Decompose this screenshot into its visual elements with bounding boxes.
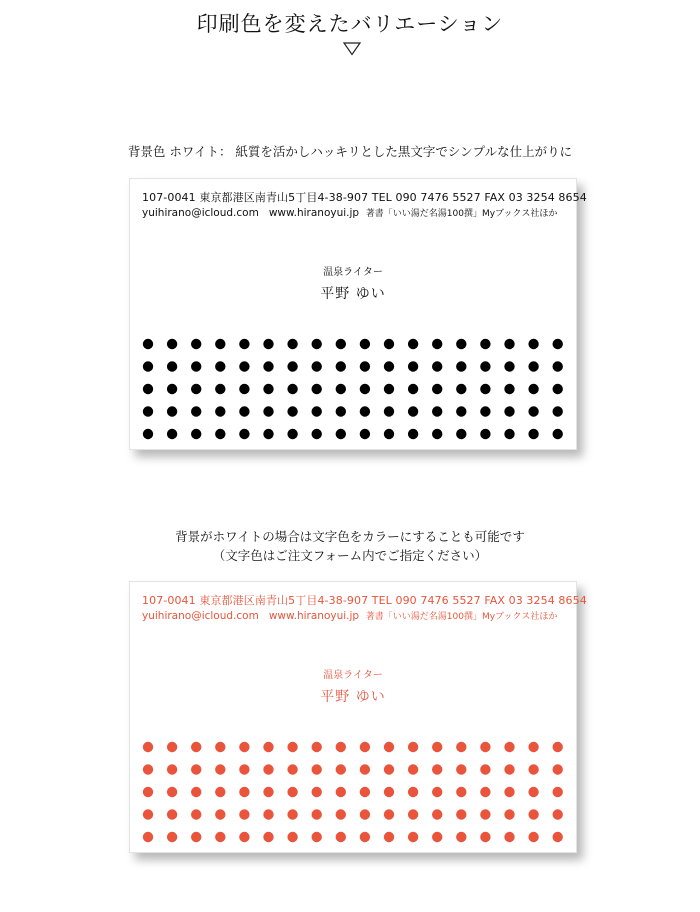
dot (528, 764, 538, 774)
dot (167, 384, 177, 394)
dot (167, 832, 177, 842)
dot (360, 339, 370, 349)
dot (432, 406, 442, 416)
dot (287, 339, 297, 349)
dot (553, 832, 563, 842)
dot (480, 809, 490, 819)
dot (312, 764, 322, 774)
dot (504, 742, 514, 752)
dot (432, 764, 442, 774)
dot (215, 384, 225, 394)
dot (287, 406, 297, 416)
dot (287, 429, 297, 439)
dot (239, 361, 249, 371)
dot (384, 361, 394, 371)
dot (191, 384, 201, 394)
variation-2-caption-line-1: 背景がホワイトの場合は文字色をカラーにすることも可能です (175, 529, 525, 544)
dot (384, 764, 394, 774)
dot (215, 406, 225, 416)
dot (384, 384, 394, 394)
dot (263, 832, 273, 842)
card-role: 温泉ライター (323, 267, 383, 278)
dot (504, 384, 514, 394)
dot (215, 787, 225, 797)
dot (239, 832, 249, 842)
dot (143, 406, 153, 416)
card-email: yuihirano@icloud.com (142, 610, 259, 622)
dot (553, 742, 563, 752)
dot (456, 361, 466, 371)
dot (384, 339, 394, 349)
dot (287, 787, 297, 797)
dot (143, 832, 153, 842)
down-triangle-icon (343, 42, 361, 56)
dot (408, 406, 418, 416)
dot (336, 384, 346, 394)
dot (504, 764, 514, 774)
dot (287, 742, 297, 752)
dot (528, 361, 538, 371)
dot (528, 832, 538, 842)
dot (143, 787, 153, 797)
dot (408, 787, 418, 797)
dot (263, 339, 273, 349)
dot (504, 339, 514, 349)
dot (553, 339, 563, 349)
dot (287, 361, 297, 371)
dot (239, 406, 249, 416)
dot (456, 339, 466, 349)
card-name: 平野 ゆい (320, 286, 386, 302)
dot (408, 384, 418, 394)
dot (167, 406, 177, 416)
dot (191, 429, 201, 439)
dot (167, 809, 177, 819)
card-address-line: 107-0041 東京都港区南青山5丁目4-38-907 TEL 090 7476 5527 FAX 03 3254 8654 (142, 594, 587, 607)
variation-2-caption (0, 527, 700, 565)
dot (456, 406, 466, 416)
variation-1-caption: 背景色 ホワイト： 紙質を活かしハッキリとした黒文字でシンプルな仕上がりに (127, 144, 573, 159)
dot (480, 339, 490, 349)
dot (456, 787, 466, 797)
business-card-white-orange (129, 581, 587, 853)
dot (167, 764, 177, 774)
dot (336, 787, 346, 797)
dot (432, 339, 442, 349)
dot (143, 429, 153, 439)
dot (191, 832, 201, 842)
dot (360, 429, 370, 439)
dot (384, 809, 394, 819)
dot (408, 742, 418, 752)
dot (312, 809, 322, 819)
page-title: 印刷色を変えたバリエーション (196, 12, 504, 36)
dot (191, 764, 201, 774)
dot (456, 384, 466, 394)
dot (263, 809, 273, 819)
dot (143, 339, 153, 349)
card-address-line: 107-0041 東京都港区南青山5丁目4-38-907 TEL 090 7476 5527 FAX 03 3254 8654 (142, 191, 587, 204)
dot (167, 787, 177, 797)
dot (432, 361, 442, 371)
dot (504, 787, 514, 797)
dot (287, 384, 297, 394)
dot (191, 742, 201, 752)
dot (215, 339, 225, 349)
dot (215, 832, 225, 842)
dot (408, 832, 418, 842)
dot (384, 406, 394, 416)
dot (336, 429, 346, 439)
dot-pattern (130, 582, 576, 852)
dot (143, 742, 153, 752)
dot (504, 832, 514, 842)
dot (215, 429, 225, 439)
dot (480, 832, 490, 842)
dot (504, 361, 514, 371)
dot (312, 832, 322, 842)
dot (239, 764, 249, 774)
dot (360, 764, 370, 774)
dot (312, 406, 322, 416)
card-contact-line (142, 206, 557, 219)
dot (287, 764, 297, 774)
dot (480, 764, 490, 774)
dot (143, 764, 153, 774)
card-email: yuihirano@icloud.com (142, 207, 259, 219)
dot (263, 384, 273, 394)
dot (528, 742, 538, 752)
dot (263, 742, 273, 752)
dot (408, 764, 418, 774)
dot (408, 809, 418, 819)
dot (336, 361, 346, 371)
card-books: 著書「いい湯だ名湯100撰」Myブックス社ほか (365, 209, 558, 219)
dot (336, 832, 346, 842)
dot (504, 809, 514, 819)
dot (167, 361, 177, 371)
dot (528, 809, 538, 819)
dot (239, 429, 249, 439)
dot (360, 361, 370, 371)
dot (456, 809, 466, 819)
card-role: 温泉ライター (323, 670, 383, 681)
dot (215, 764, 225, 774)
dot (432, 384, 442, 394)
dot (456, 429, 466, 439)
dot (312, 787, 322, 797)
dot (528, 787, 538, 797)
dot (432, 742, 442, 752)
dot (360, 832, 370, 842)
dot (528, 429, 538, 439)
dot (480, 384, 490, 394)
dot (143, 384, 153, 394)
dot (360, 809, 370, 819)
dot (432, 429, 442, 439)
dot (504, 429, 514, 439)
dot (384, 429, 394, 439)
dot (312, 361, 322, 371)
card-name: 平野 ゆい (320, 689, 386, 705)
dot (336, 809, 346, 819)
dot (191, 361, 201, 371)
dot (143, 361, 153, 371)
dot (239, 809, 249, 819)
dot (456, 764, 466, 774)
dot (239, 787, 249, 797)
card-website: www.hiranoyui.jp (268, 610, 360, 622)
dot (360, 406, 370, 416)
dot (191, 406, 201, 416)
dot (408, 429, 418, 439)
dot (384, 832, 394, 842)
dot (360, 787, 370, 797)
business-card-white-black (129, 178, 587, 450)
dot (239, 742, 249, 752)
variation-2-caption-line-2: （文字色はご注文フォーム内でご指定ください） (212, 548, 488, 563)
dot (239, 384, 249, 394)
card-website: www.hiranoyui.jp (268, 207, 360, 219)
dot (312, 742, 322, 752)
dot (456, 742, 466, 752)
dot (480, 406, 490, 416)
dot (528, 384, 538, 394)
dot (553, 406, 563, 416)
dot (336, 406, 346, 416)
dot-pattern (130, 179, 576, 449)
dot (528, 406, 538, 416)
card-books: 著書「いい湯だ名湯100撰」Myブックス社ほか (365, 612, 558, 622)
dot (432, 832, 442, 842)
dot (384, 742, 394, 752)
dot (287, 809, 297, 819)
dot (312, 384, 322, 394)
dot (480, 429, 490, 439)
dot (215, 809, 225, 819)
dot (167, 742, 177, 752)
dot (215, 361, 225, 371)
dot (553, 429, 563, 439)
dot (336, 339, 346, 349)
dot (239, 339, 249, 349)
dot (360, 384, 370, 394)
dot (191, 787, 201, 797)
dot (432, 787, 442, 797)
dot (553, 764, 563, 774)
dot (312, 339, 322, 349)
dot (263, 429, 273, 439)
dot (215, 742, 225, 752)
dot (191, 809, 201, 819)
dot (384, 787, 394, 797)
dot (504, 406, 514, 416)
dot (432, 809, 442, 819)
dot (167, 339, 177, 349)
dot (360, 742, 370, 752)
dot (480, 742, 490, 752)
dot (167, 429, 177, 439)
dot (312, 429, 322, 439)
dot (528, 339, 538, 349)
dot (263, 406, 273, 416)
dot (408, 339, 418, 349)
dot (553, 361, 563, 371)
dot (456, 832, 466, 842)
dot (408, 361, 418, 371)
dot (553, 809, 563, 819)
dot (143, 809, 153, 819)
dot (263, 764, 273, 774)
dot (287, 832, 297, 842)
dot (480, 787, 490, 797)
dot (553, 384, 563, 394)
dot (480, 361, 490, 371)
dot (191, 339, 201, 349)
dot (263, 787, 273, 797)
dot (336, 742, 346, 752)
dot (553, 787, 563, 797)
dot (336, 764, 346, 774)
dot (263, 361, 273, 371)
card-contact-line (142, 609, 557, 622)
